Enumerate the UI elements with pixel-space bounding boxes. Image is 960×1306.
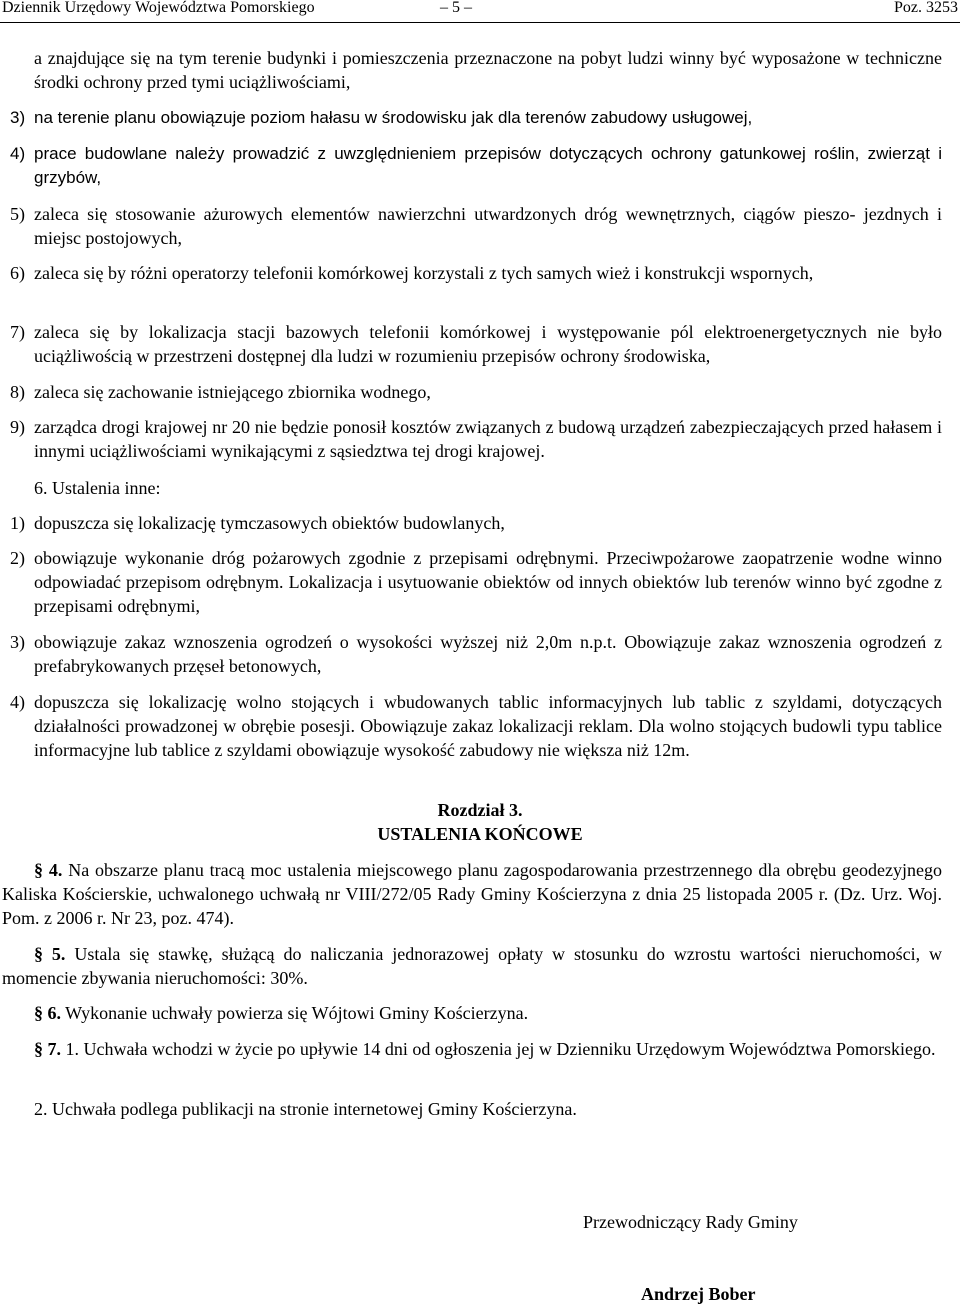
chapter-title: Rozdział 3. bbox=[437, 800, 523, 820]
paragraph-number: § 5. bbox=[34, 944, 66, 964]
list-item: 3) na terenie planu obowiązuje poziom hałasu w środowisku jak dla terenów zabudowy usługowej, bbox=[10, 108, 753, 127]
list-item: 3) obowiązuje zakaz wznoszenia ogrodzeń o wysokości wyższej niż 2,0m n.p.t. Obowiązuje zakaz wznoszenia ogrodzeń z prefabrykowanych przęseł betonowych, bbox=[10, 632, 942, 676]
page-number: – 5 – bbox=[440, 0, 472, 16]
list-item: 2) obowiązuje wykonanie dróg pożarowych zgodnie z przepisami odrębnymi. Przeciwpożarowe zaopatrzenie wodne winno odpowiadać przepisom odrębnym. Lokalizacja i usytuowanie obiektów od innych obiektów lub terenów winno być zgodne z przepisami odrębnymi, bbox=[10, 548, 942, 616]
paragraph-number: § 7. bbox=[34, 1039, 61, 1059]
chapter-subtitle: USTALENIA KOŃCOWE bbox=[377, 824, 583, 844]
intro-continuation: a znajdujące się na tym terenie budynki i pomieszczenia przeznaczone na pobyt ludzi winny być wyposażone w techniczne środki ochrony przed tymi uciążliwościami, bbox=[34, 48, 942, 92]
paragraph-number: § 4. bbox=[34, 860, 63, 880]
paragraph: § 4. Na obszarze planu tracą moc ustalenia miejscowego planu zagospodarowania przestrzennego dla obrębu geodezyjnego Kaliska Kościerskie, uchwalonego uchwałą nr VIII/272/05 Rady Gminy Kościerzyna z dnia 25 listopada 2005 r. (Dz. Urz. Woj. Pom. z 2006 r. Nr 23, poz. 474). bbox=[2, 860, 943, 928]
list-item: 7) zaleca się by lokalizacja stacji bazowych telefonii komórkowej i występowanie pól elektroenergetycznych nie było uciążliwością w przestrzeni dostępnej dla ludzi w rozumieniu przepisów ochrony środowiska, bbox=[10, 322, 942, 366]
list-item: 5) zaleca się stosowanie ażurowych elementów nawierzchni utwardzonych dróg wewnętrznych, ciągów pieszo- jezdnych i miejsc postojowych, bbox=[10, 204, 942, 248]
paragraph-number: § 6. bbox=[34, 1003, 61, 1023]
signature-name: Andrzej Bober bbox=[641, 1284, 756, 1304]
paragraph: 2. Uchwała podlega publikacji na stronie internetowej Gminy Kościerzyna. bbox=[34, 1099, 577, 1119]
list-item: 4) prace budowlane należy prowadzić z uwzględnieniem przepisów dotyczących ochrony gatunkowej roślin, zwierząt i grzybów, bbox=[10, 144, 942, 187]
section-heading: 6. Ustalenia inne: bbox=[34, 478, 161, 498]
list-item: 1) dopuszcza się lokalizację tymczasowych obiektów budowlanych, bbox=[10, 513, 505, 533]
list-item: 8) zaleca się zachowanie istniejącego zbiornika wodnego, bbox=[10, 382, 431, 402]
paragraph: § 7. 1. Uchwała wchodzi w życie po upływie 14 dni od ogłoszenia jej w Dzienniku Urzędowym Województwa Pomorskiego. bbox=[34, 1039, 936, 1059]
page-header bbox=[0, 0, 960, 23]
paragraph: § 5. Ustala się stawkę, służącą do naliczania jednorazowej opłaty w stosunku do wzrostu wartości nieruchomości, w momencie zbywania nieruchomości: 30%. bbox=[2, 944, 942, 988]
paragraph: § 6. Wykonanie uchwały powierza się Wójtowi Gminy Kościerzyna. bbox=[34, 1003, 529, 1023]
position-number: Poz. 3253 bbox=[894, 0, 958, 16]
journal-title: Dziennik Urzędowy Województwa Pomorskiego bbox=[2, 0, 315, 16]
list-item: 6) zaleca się by różni operatorzy telefonii komórkowej korzystali z tych samych wież i konstrukcji wspornych, bbox=[10, 263, 814, 283]
list-item: 4) dopuszcza się lokalizację wolno stojących i wbudowanych tablic informacyjnych lub tablic z szyldami, dotyczących działalności prowadzonej w obrębie posesji. Obowiązuje zakaz lokalizacji reklam. Dla wolno stojących budowli typu tablice informacyjne lub tablice z szyldami obowiązuje wysokość zabudowy nie większa niż 12m. bbox=[10, 692, 942, 760]
list-item: 9) zarządca drogi krajowej nr 20 nie będzie ponosił kosztów związanych z budową urządzeń zabezpieczających przed hałasem i innymi uciążliwościami wynikającymi z sąsiedztwa tej drogi krajowej. bbox=[10, 417, 942, 461]
signature-title: Przewodniczący Rady Gminy bbox=[583, 1212, 798, 1232]
